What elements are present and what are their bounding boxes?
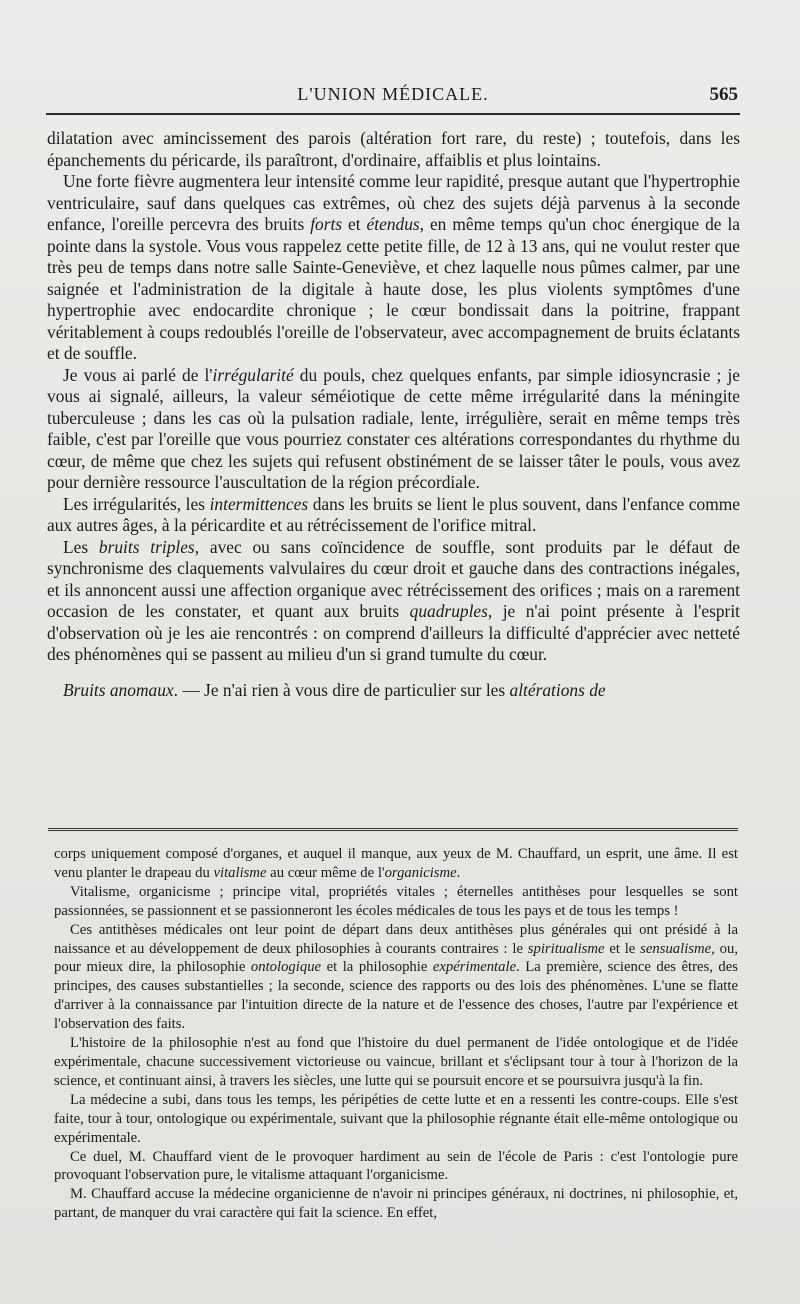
note-paragraph: Ce duel, M. Chauffard vient de le provoquer hardiment au sein de l'école de Paris : c'est l'ontologie pure provoquant l'observation pure, le vitalisme attaquant l'organicisme. (54, 1148, 738, 1184)
note-paragraph: Vitalisme, organicisme ; principe vital, propriétés vitales ; éternelles antithèses pour lesquelles se sont passionnées, se passionnent et se passionneront les écoles médicales de tous les pays et de tous les temps ! (54, 883, 738, 919)
body-paragraph: Les irrégularités, les intermittences dans les bruits se lient le plus souvent, dans l'enfance comme aux autres âges, à la péricardite et au rétrécissement de l'orifice mitral. (47, 493, 740, 535)
body-paragraph: Les bruits triples, avec ou sans coïncidence de souffle, sont produits par le défaut de synchronisme des claquements valvulaires du cœur droit et gauche dans des contractions inégales, et ils annoncent aussi une affection organique avec rétrécissement des orifices ; mais on a rarement occasion de les constater, et quant aux bruits quadruples, je n'ai point présente à l'esprit d'observation où je les aie rencontrés : on comprend d'ailleurs la difficulté d'apprécier avec netteté des phénomènes qui se passent au milieu d'un si grand tumulte du cœur. (47, 536, 740, 664)
body-paragraph: Bruits anomaux. — Je n'ai rien à vous dire de particulier sur les altérations de (63, 679, 606, 700)
footnote-text (54, 845, 738, 1223)
body-paragraph: Une forte fièvre augmentera leur intensité comme leur rapidité, presque autant que l'hypertrophie ventriculaire, sauf dans quelques cas extrêmes, où chez des sujets déjà parvenus à la seconde enfance, l'oreille percevra des bruits forts et étendus, en même temps qu'un choc énergique de la pointe dans la systole. Vous vous rappelez cette petite fille, de 12 à 13 ans, qui ne voulut rester que très peu de temps dans notre salle Sainte-Geneviève, et chez laquelle nous pûmes calmer, par une saignée et l'administration de la digitale à haute dose, les plus violents symptômes d'une hypertrophie avec endocardite chronique ; le cœur bondissait dans la poitrine, frappant véritablement à coups redoublés l'oreille de l'observateur, avec accompagnement de bruits éclatants et de souffle. (47, 171, 741, 363)
page-header (48, 84, 738, 108)
footnote-rule (48, 828, 738, 833)
page-number: 565 (709, 84, 738, 105)
note-paragraph: M. Chauffard accuse la médecine organicienne de n'avoir ni principes généraux, ni doctrines, ni philosophie, et, partant, de manquer du vrai caractère qui fait la science. En effet, (54, 1186, 738, 1222)
note-paragraph: L'histoire de la philosophie n'est au fond que l'histoire du duel permanent de l'idée ontologique et de l'idée expérimentale, chacune successivement victorieuse ou vaincue, brillant et s'éclipsant tour à tour à l'horizon de la science, et continuant ainsi, à travers les siècles, une lutte qui se poursuit encore et se poursuivra jusqu'à la fin. (54, 1035, 738, 1089)
body-paragraph: dilatation avec amincissement des parois (altération fort rare, du reste) ; toutefois, dans les épanchements du péricarde, ils paraîtront, d'ordinaire, affaiblis et plus lointains. (47, 128, 740, 170)
main-text (47, 128, 740, 701)
note-paragraph: La médecine a subi, dans tous les temps, les péripéties de cette lutte et en a ressenti les contre-coups. Elle s'est faite, tour à tour, ontologique ou expérimentale, suivant que la philosophie régnante était elle-même ontologique ou expérimentale. (54, 1091, 738, 1146)
running-title: L'UNION MÉDICALE. (297, 84, 489, 104)
header-rule (46, 113, 740, 115)
body-paragraph: Je vous ai parlé de l'irrégularité du pouls, chez quelques enfants, par simple idiosyncrasie ; je vous ai signalé, ailleurs, la valeur séméiotique de cette même irrégularité dans la méningite tuberculeuse ; dans les cas où la pulsation radiale, lente, irrégulière, serait en même temps très faible, c'est par l'oreille que vous pourriez constater ces altérations correspondantes du rhythme du cœur, de même que chez les sujets qui refusent obstinément de se laisser tâter le pouls, vous avez pour dernière ressource l'auscultation de la région précordiale. (47, 364, 741, 492)
note-paragraph: corps uniquement composé d'organes, et auquel il manque, aux yeux de M. Chauffard, un esprit, une âme. Il est venu planter le drapeau du vitalisme au cœur même de l'organicisme. (54, 846, 738, 881)
note-paragraph: Ces antithèses médicales ont leur point de départ dans deux antithèses plus générales qui ont présidé à la naissance et au développement de deux philosophies à courants contraires : le spiritualisme et le sensualisme, ou, pour mieux dire, la philosophie ontologique et la philosophie expérimentale. La première, science des êtres, des principes, des causes substantielles ; la seconde, science des rapports ou des lois des phénomènes. L'une se flatte d'arriver à la connaissance par l'intuition directe de la nature et de l'essence des choses, l'autre par l'expérience et l'observation des faits. (54, 921, 739, 1033)
